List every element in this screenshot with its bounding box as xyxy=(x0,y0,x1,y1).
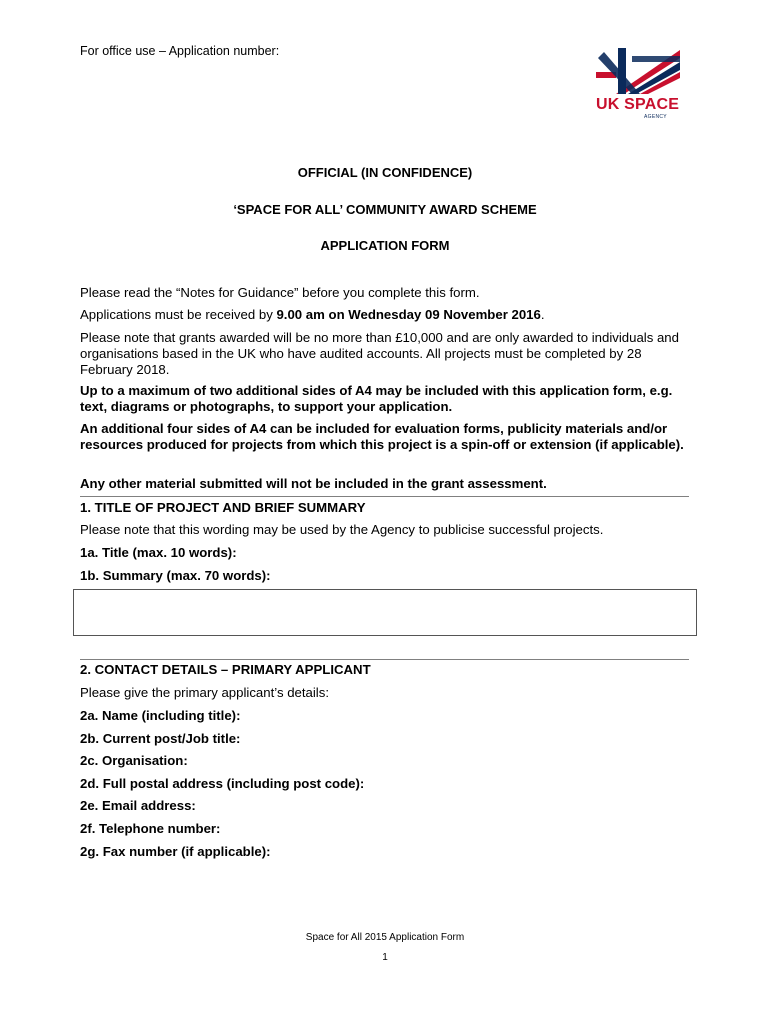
divider xyxy=(80,659,689,660)
field-label-organisation: 2c. Organisation: xyxy=(80,753,188,768)
logo-subtitle: AGENCY xyxy=(644,114,667,120)
field-label-name: 2a. Name (including title): xyxy=(80,708,241,723)
intro-evaluation-materials: An additional four sides of A4 can be included for evaluation forms, publicity materials and/or resources produced for projects from which this project is a spin-off or extension (if applicable). xyxy=(80,421,684,452)
summary-field[interactable] xyxy=(73,589,697,636)
field-label-fax: 2g. Fax number (if applicable): xyxy=(80,844,271,859)
classification-title: OFFICIAL (IN CONFIDENCE) xyxy=(297,165,473,180)
deadline-suffix: . xyxy=(540,307,545,322)
field-label-email: 2e. Email address: xyxy=(80,798,196,813)
intro-additional-sides: Up to a maximum of two additional sides of A4 may be included with this application form, e.g. text, diagrams or photographs, to support your application. xyxy=(80,383,673,414)
intro-grant-note: Please note that grants awarded will be no more than £10,000 and are only awarded to individuals and organisations based in the UK who have audited accounts. All projects must be completed by 28 February 2018. xyxy=(80,330,679,377)
logo-name: UK SPACE xyxy=(596,96,680,113)
intro-guidance: Please read the “Notes for Guidance” before you complete this form. xyxy=(80,285,480,300)
scheme-title: ‘SPACE FOR ALL’ COMMUNITY AWARD SCHEME xyxy=(233,202,537,217)
intro-deadline xyxy=(80,307,690,323)
summary-label: 1b. Summary (max. 70 words): xyxy=(80,568,271,583)
section1-heading: 1. TITLE OF PROJECT AND BRIEF SUMMARY xyxy=(80,500,366,515)
office-use-label: For office use – Application number: xyxy=(80,44,280,58)
deadline-date: 9.00 am on Wednesday 09 November 2016 xyxy=(276,307,541,322)
divider xyxy=(80,496,689,497)
form-title: APPLICATION FORM xyxy=(320,238,450,253)
union-flag-icon xyxy=(596,48,680,96)
deadline-prefix: Applications must be received by xyxy=(80,307,277,322)
field-label-telephone: 2f. Telephone number: xyxy=(80,821,221,836)
title-label: 1a. Title (max. 10 words): xyxy=(80,545,237,560)
section1-note: Please note that this wording may be used by the Agency to publicise successful projects. xyxy=(80,522,604,537)
field-label-job-title: 2b. Current post/Job title: xyxy=(80,731,241,746)
footer-title: Space for All 2015 Application Form xyxy=(305,932,465,943)
section2-note: Please give the primary applicant’s details: xyxy=(80,685,329,700)
field-label-postal-address: 2d. Full postal address (including post code): xyxy=(80,776,365,791)
intro-other-material: Any other material submitted will not be included in the grant assessment. xyxy=(80,476,547,491)
uk-space-agency-logo xyxy=(596,48,680,122)
section2-heading: 2. CONTACT DETAILS – PRIMARY APPLICANT xyxy=(80,662,371,677)
page-number: 1 xyxy=(382,952,388,963)
